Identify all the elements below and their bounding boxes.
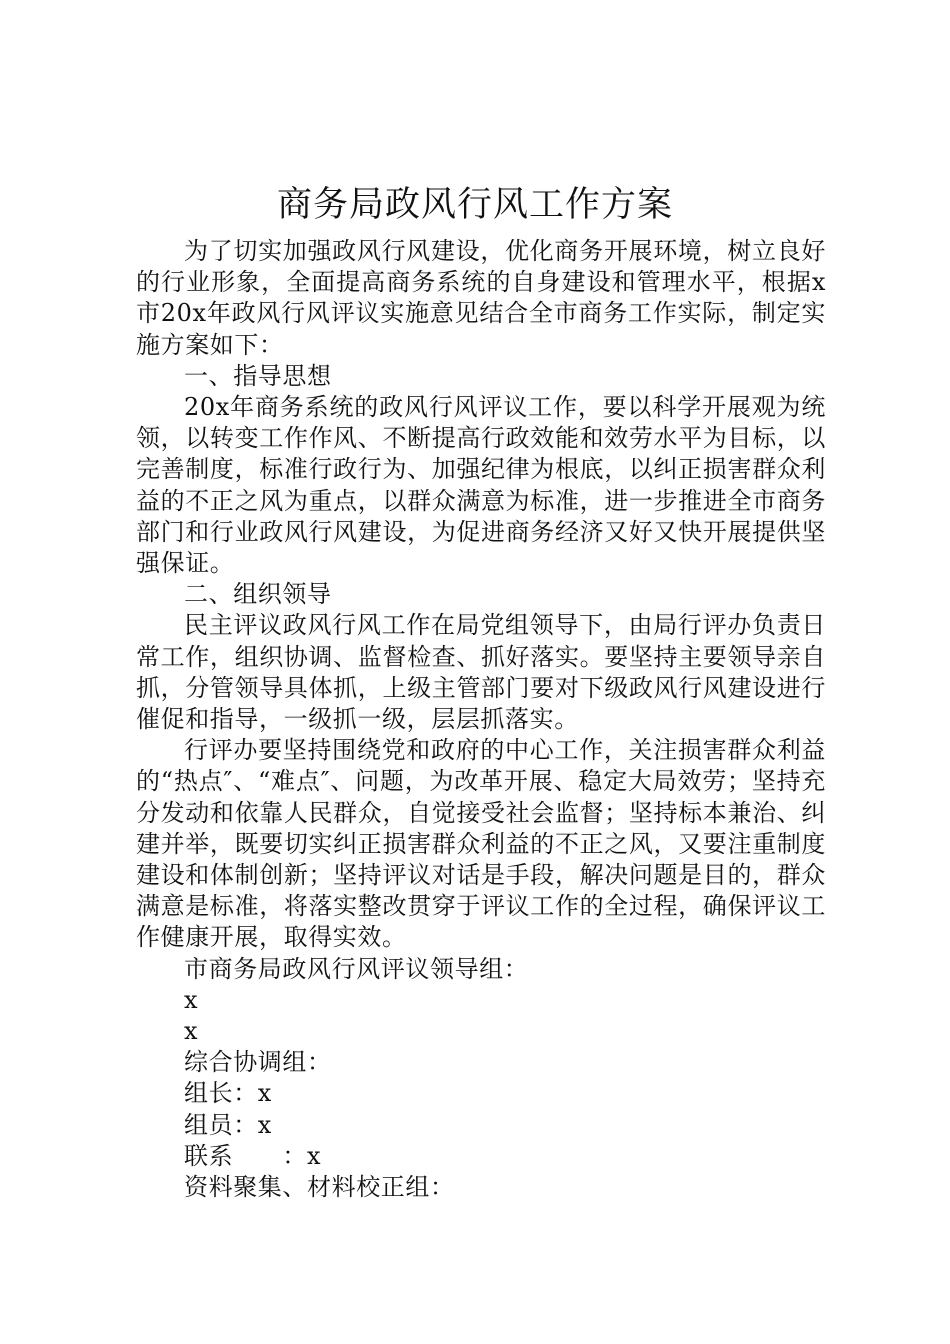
coordination-group-label: 综合协调组： <box>184 1048 332 1077</box>
section-heading-organization: 二、组织领导 <box>184 580 332 609</box>
coordination-group-contact: 联系 ：x <box>184 1141 322 1170</box>
section-heading-guiding-thought: 一、指导思想 <box>184 361 332 390</box>
paragraph-evaluation-office: 行评办要坚持围绕党和政府的中心工作，关注损害群众利益的“热点″、“难点″、问题，为改革开展、稳定大局效劳；坚持充分发动和依靠人民群众，自觉接受社会监督；坚持标本兼治、纠建并举，既要切实纠正损害群众利益的不正之风，又要注重制度建设和体制创新；坚持评议对话是手段，解决问题是目的，群众满意是标准，将落实整改贯穿于评议工作的全过程，确保评议工作健康开展，取得实效。 <box>136 736 826 952</box>
coordination-group-leader: 组长：x <box>184 1079 272 1108</box>
paragraph-organization: 民主评议政风行风工作在局党组领导下，由局行评办负责日常工作，组织协调、监督检查、抓好落实。要坚持主要领导亲自抓，分管领导具体抓，上级主管部门要对下级政风行风建设进行催促和指导，一级抓一级，层层抓落实。 <box>136 611 826 734</box>
leadership-group-label: 市商务局政风行风评议领导组： <box>184 954 529 983</box>
document-body <box>136 236 826 1203</box>
paragraph-intro: 为了切实加强政风行风建设，优化商务开展环境，树立良好的行业形象，全面提高商务系统的自身建设和管理水平，根据x市20x年政风行风评议实施意见结合全市商务工作实际，制定实施方案如下： <box>136 237 826 359</box>
coordination-group-member: 组员：x <box>184 1110 272 1139</box>
paragraph-guiding-thought: 20x年商务系统的政风行风评议工作，要以科学开展观为统领，以转变工作作风、不断提高行政效能和效劳水平为目标，以完善制度，标准行政行为、加强纪律为根底，以纠正损害群众利益的不正之风为重点，以群众满意为标准，进一步推进全市商务部门和行业政风行风建设，为促进商务经济又好又快开展提供坚强保证。 <box>136 393 826 578</box>
leadership-member-1: x <box>184 985 199 1014</box>
document-title: 商务局政风行风工作方案 <box>276 185 673 225</box>
leadership-member-2: x <box>184 1017 199 1046</box>
materials-group-label: 资料聚集、材料校正组： <box>184 1173 455 1202</box>
